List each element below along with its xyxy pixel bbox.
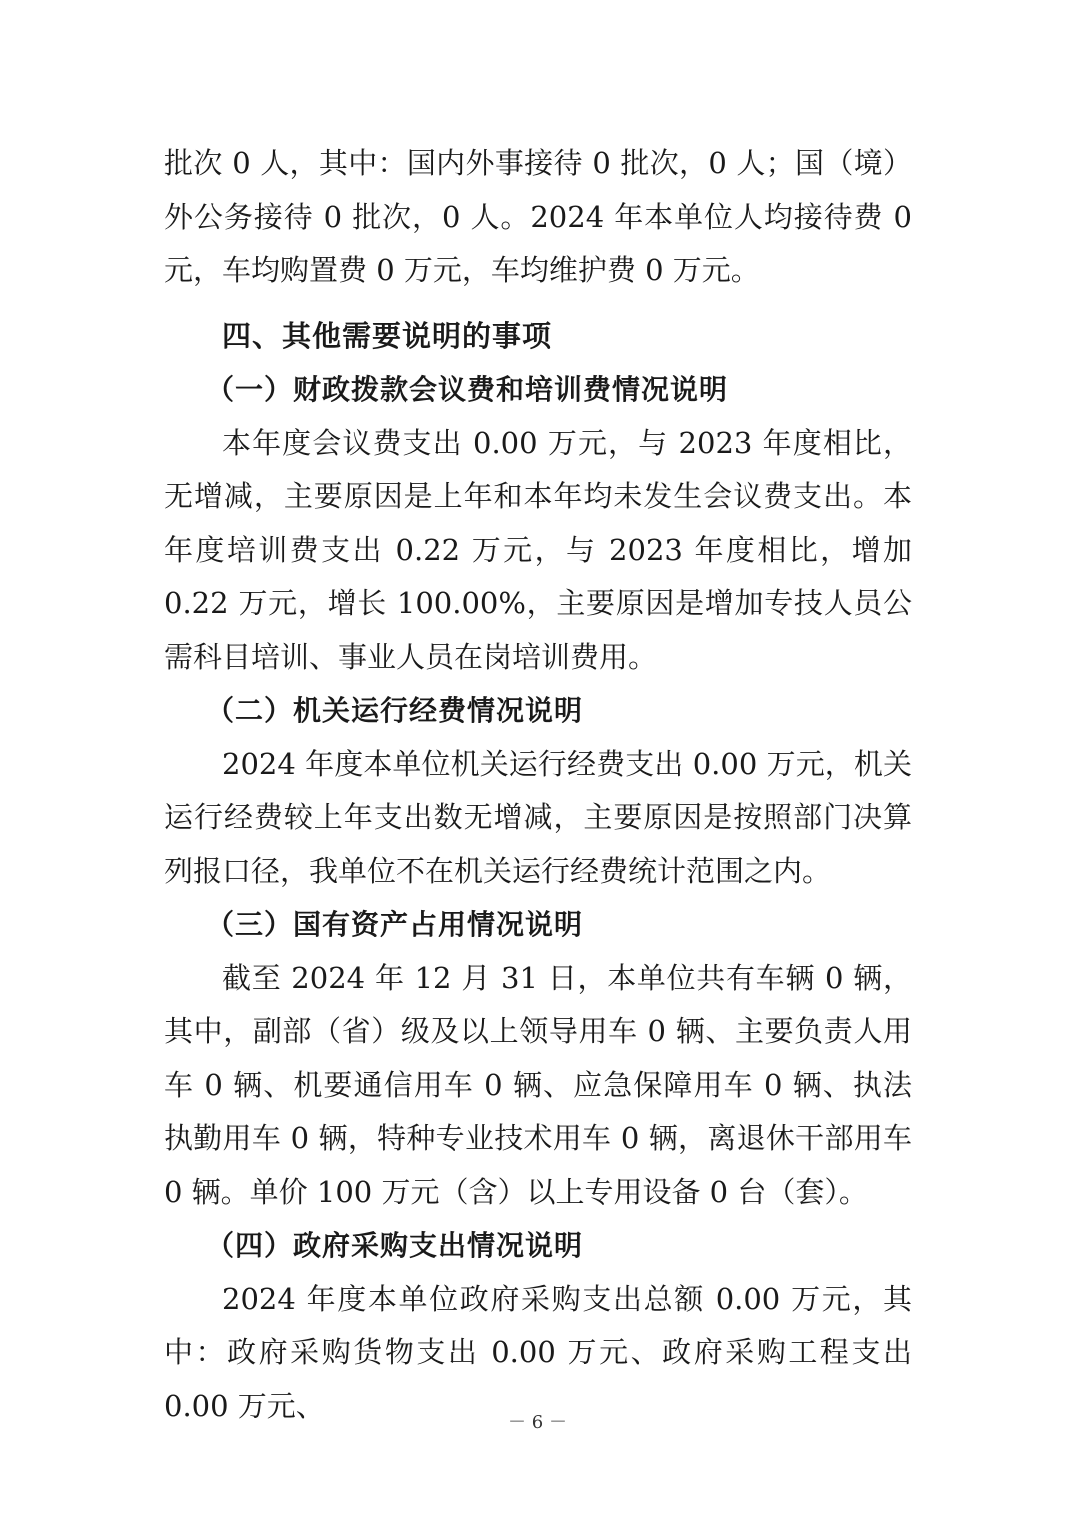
subsection-heading-meeting-training: （一）财政拨款会议费和培训费情况说明 — [206, 373, 729, 406]
paragraph-procurement: 2024 年度本单位政府采购支出总额 0.00 万元，其中：政府采购货物支出 0.00 万元、政府采购工程支出 0.00 万元、 — [164, 1281, 912, 1423]
subsection-heading-state-assets: （三）国有资产占用情况说明 — [206, 908, 584, 941]
page-number: － 6 － — [508, 1412, 567, 1433]
paragraph-state-assets: 截至 2024 年 12 月 31 日，本单位共有车辆 0 辆，其中，副部（省）级及以上领导用车 0 辆、主要负责人用车 0 辆、机要通信用车 0 辆、应急保障用车 0 辆、执法执勤用车 0 辆，特种专业技术用车 0 辆，离退休干部用车 0 辆。单价 100 万元（含）以上专用设备 0 台（套）。 — [164, 960, 912, 1209]
section-heading: 四、其他需要说明的事项 — [222, 318, 553, 353]
subsection-heading-procurement: （四）政府采购支出情况说明 — [206, 1229, 584, 1262]
paragraph-meeting-training: 本年度会议费支出 0.00 万元，与 2023 年度相比，无增减，主要原因是上年和本年均未发生会议费支出。本年度培训费支出 0.22 万元，与 2023 年度相比，增加 0.22 万元，增长 100.00%，主要原因是增加专技人员公需科目培训、事业人员在岗培训费用。 — [164, 425, 912, 674]
paragraph-operating-funds: 2024 年度本单位机关运行经费支出 0.00 万元，机关运行经费较上年支出数无增减，主要原因是按照部门决算列报口径，我单位不在机关运行经费统计范围之内。 — [164, 746, 912, 888]
document-body — [164, 137, 912, 1433]
continued-paragraph: 批次 0 人，其中：国内外事接待 0 批次，0 人；国（境）外公务接待 0 批次，0 人。2024 年本单位人均接待费 0 元，车均购置费 0 万元，车均维护费 0 万元。 — [164, 146, 912, 287]
subsection-heading-operating-funds: （二）机关运行经费情况说明 — [206, 694, 584, 727]
